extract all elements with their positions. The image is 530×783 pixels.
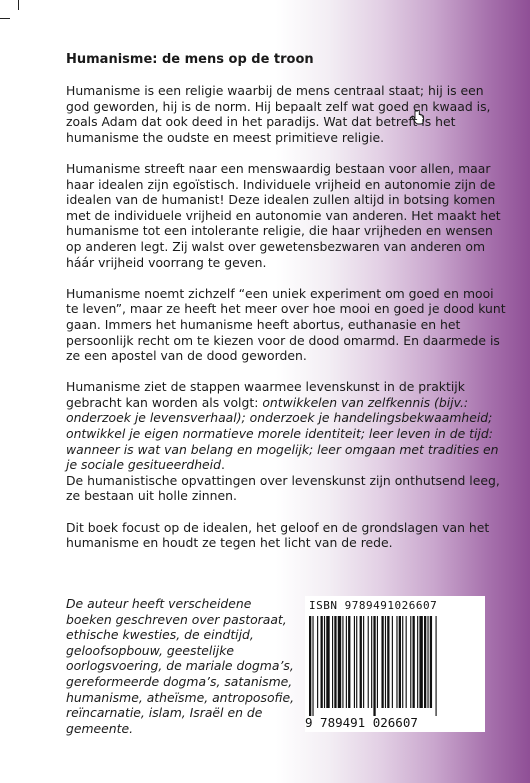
- barcode-bar: [377, 616, 378, 708]
- barcode-bar: [419, 616, 422, 708]
- paragraph-levenskunst: [66, 379, 506, 473]
- barcode-bar: [324, 616, 325, 708]
- crop-mark-horizontal: [0, 18, 10, 19]
- paragraph-empty: De humanistische opvattingen over levenskunst zijn onthutsend leeg, ze bestaan uit holle zinnen.: [66, 472, 500, 504]
- barcode-bar: [406, 616, 407, 708]
- barcode-bar: [381, 616, 383, 708]
- isbn-barcode: [305, 596, 485, 732]
- levenskunst-steps: ontwikkelen van zelfkennis (bijv.: onderzoek je levensverhaal); onderzoek je handelingsbekwaamheid; ontwikkel je eigen normatieve morele identiteit; leer leven in de tijd: wanneer is wat van belang en mogelijk; leer omgaan met tradities en je sociale gesitueerdheid: [66, 394, 499, 473]
- barcode-bars: [309, 616, 481, 716]
- barcode-bar: [332, 616, 333, 708]
- barcode-bar: [417, 616, 418, 708]
- barcode-bar: [321, 616, 323, 708]
- barcode-bar: [363, 616, 364, 708]
- barcode-bar: [312, 616, 313, 716]
- barcode-bar: [436, 616, 437, 716]
- paragraph-ideals: Humanisme streeft naar een menswaardig bestaan voor allen, maar haar idealen zijn egoïstisch. Individuele vrijheid en autonomie zijn de idealen van de humanist! Deze idealen zullen altijd in botsing komen met de individuele vrijheid en autonomie van anderen. Het maakt het humanisme tot een intolerante religie, die haar vrijheden en wensen op anderen legt. Zij walst over gewetensbezwaren van anderen om háár vrijheid voorrang te geven.: [66, 160, 501, 270]
- paragraph-focus: Dit boek focust op de idealen, het geloof en de grondslagen van het humanisme en houdt ze tegen het licht van de rede.: [66, 519, 490, 551]
- paragraph-death: Humanisme noemt zichzelf “een uniek experiment om goed en mooi te leven”, maar ze heeft het meer over hoe mooi en goed je dood kunt gaan. Immers het humanisme heeft abortus, euthanasie en het persoonlijk recht om te kiezen voor de dood omarmd. En daarmede is ze een apostel van de dood geworden.: [66, 285, 506, 364]
- barcode-bar: [342, 616, 343, 708]
- barcode-bar: [413, 616, 415, 708]
- levenskunst-end: .: [220, 457, 225, 473]
- author-note-block: [66, 596, 296, 736]
- crop-mark-vertical: [18, 0, 19, 10]
- levenskunst-intro: Humanisme ziet de stappen waarmee levenskunst in de praktijk gebracht kan worden als volgt:: [66, 379, 465, 410]
- barcode-bar: [326, 616, 329, 708]
- paragraph-intro: Humanisme is een religie waarbij de mens centraal staat; hij is een god geworden, hij is de norm. Hij bepaalt zelf wat goed en kwaad is, zoals Adam dat ook deed in het paradijs. Wat dat betreft is het humanisme the oudste en meest primitieve religie.: [66, 83, 491, 145]
- barcode-bar: [387, 616, 389, 708]
- barcode-bar: [348, 616, 350, 708]
- isbn-digits: 9 789491 026607: [305, 715, 418, 730]
- barcode-bar: [356, 616, 357, 708]
- barcode-bar: [430, 616, 432, 708]
- barcode-bar: [354, 616, 355, 708]
- barcode-bar: [385, 616, 386, 708]
- barcode-bar: [392, 616, 393, 708]
- barcode-bar: [309, 616, 311, 716]
- author-note: De auteur heeft verscheidene boeken geschreven over pastoraat, ethische kwesties, de eindtijd, geloofsopbouw, geestelijke oorlogsvoering, de mariale dogma’s, gereformeerde dogma’s, satanisme, humanisme, atheïsme, antroposofie, reïncarnatie, islam, Israël en de gemeente.: [66, 596, 295, 736]
- barcode-bar: [410, 616, 411, 708]
- barcode-bar: [371, 616, 372, 708]
- barcode-bar: [424, 616, 426, 708]
- isbn-label: ISBN 9789491026607: [309, 599, 438, 612]
- barcode-bar: [373, 616, 375, 716]
- barcode-bar: [338, 616, 341, 708]
- barcode-bar: [346, 616, 347, 708]
- barcode-bar: [396, 616, 397, 708]
- barcode-bar: [399, 616, 401, 708]
- barcode-bar: [402, 616, 403, 708]
- barcode-bar: [317, 616, 318, 708]
- barcode-bar: [368, 616, 369, 708]
- barcode-bar: [334, 616, 336, 708]
- page-title: Humanisme: de mens op de troon: [66, 52, 314, 67]
- barcode-bar: [427, 616, 428, 708]
- barcode-bar: [360, 616, 362, 708]
- back-cover-text: [66, 51, 506, 551]
